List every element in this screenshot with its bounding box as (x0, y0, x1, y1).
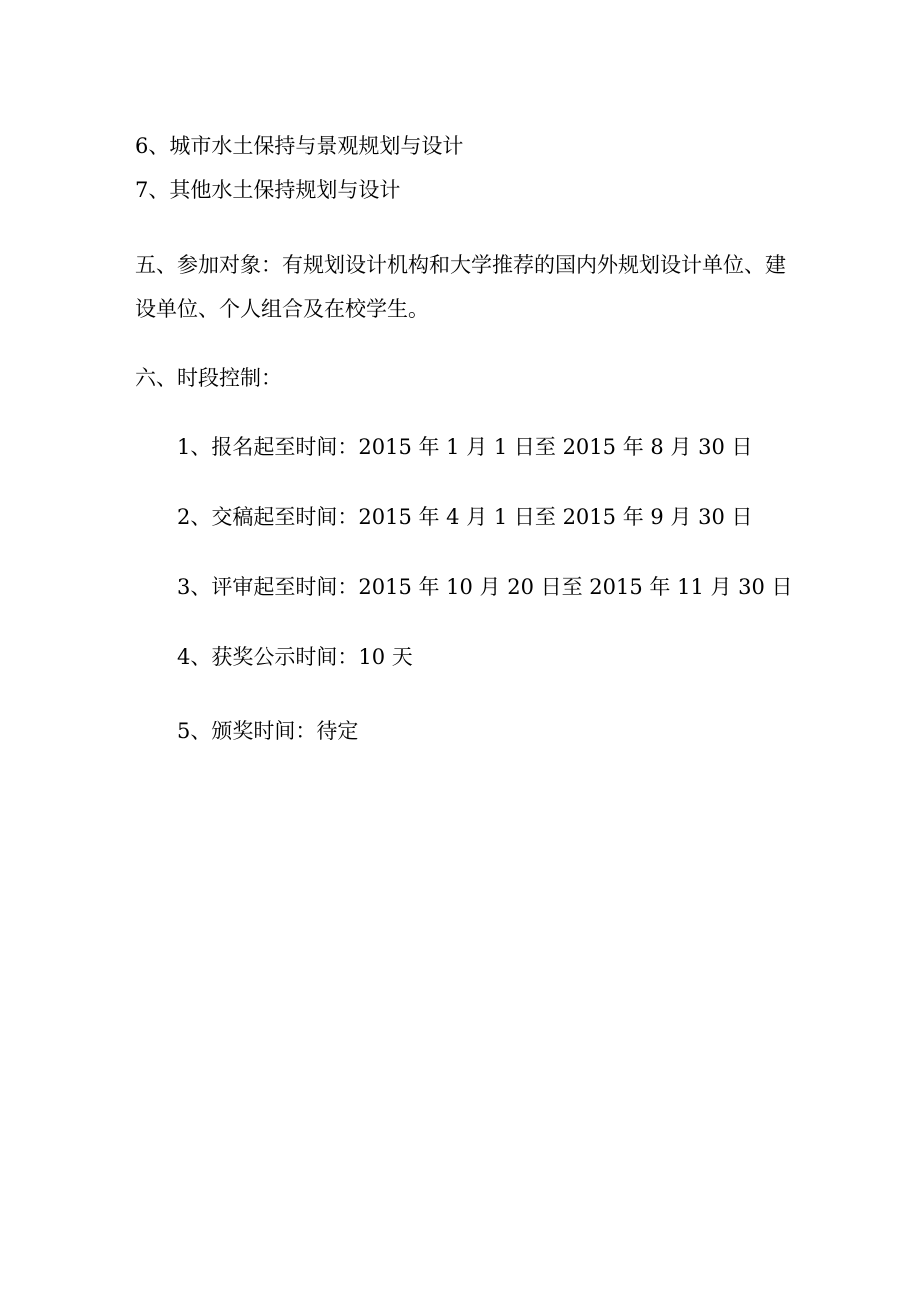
list-item: 6、城市水土保持与景观规划与设计 (135, 134, 464, 158)
schedule-item: 4、获奖公示时间：10 天 (177, 645, 413, 669)
list-item: 7、其他水土保持规划与设计 (135, 178, 401, 202)
section-heading: 六、时段控制： (135, 366, 282, 390)
participants-paragraph: 五、参加对象：有规划设计机构和大学推荐的国内外规划设计单位、建设单位、个人组合及在校学生。 (135, 253, 786, 321)
schedule-item: 2、交稿起至时间：2015 年 4 月 1 日至 2015 年 9 月 30 日 (177, 505, 753, 529)
schedule-item: 3、评审起至时间：2015 年 10 月 20 日至 2015 年 11 月 30 日 (177, 575, 793, 599)
schedule-item: 5、颁奖时间：待定 (177, 719, 359, 743)
schedule-item: 1、报名起至时间：2015 年 1 月 1 日至 2015 年 8 月 30 日 (177, 435, 753, 459)
